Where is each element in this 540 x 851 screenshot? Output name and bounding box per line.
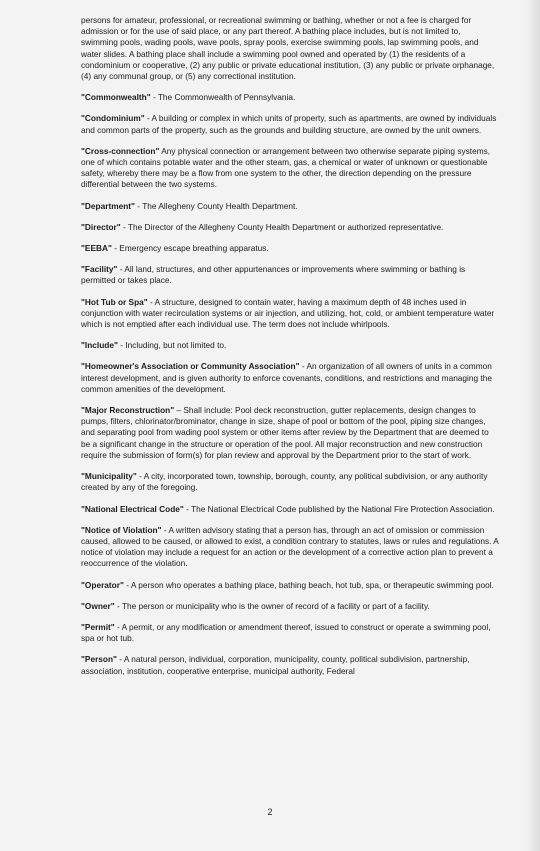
definition-term: "Condominium"	[81, 113, 145, 124]
definition-item	[81, 601, 499, 612]
definition-item	[81, 471, 499, 493]
page-edge-shadow	[526, 0, 540, 851]
definition-text: - Including, but not limited to.	[117, 340, 227, 351]
definition-text: - The National Electrical Code published by the National Fire Protection Association.	[183, 503, 495, 514]
definition-term: "Department"	[81, 200, 135, 211]
definition-term: "Include"	[81, 340, 118, 351]
definition-text: - A building or complex in which units of property, such as apartments, are owned by individuals and common parts of the property, such as the grounds and building structure, are owned by the unit owners.	[81, 113, 497, 135]
definition-term: "National Electrical Code"	[81, 503, 184, 514]
definition-term: "Permit"	[81, 621, 115, 632]
definition-term: "Person"	[81, 654, 117, 665]
definition-item	[81, 92, 499, 103]
definition-term: "Cross-connection"	[81, 145, 160, 156]
definition-text: - A person who operates a bathing place, bathing beach, hot tub, spa, or therapeutic swimming pool.	[123, 579, 494, 590]
definition-text: - The person or municipality who is the owner of record of a facility or part of a facility.	[114, 600, 430, 611]
definition-item	[81, 405, 499, 461]
definition-text: - A written advisory stating that a person has, through an act of omission or commission caused, allowed to be caused, or allowed to exist, a condition contrary to statutes, laws or rules and regulations. A notice of violation may include a request for an action or the development of a corrective action plan to prevent a reoccurrence of the violation.	[81, 524, 499, 569]
definition-term: "Hot Tub or Spa"	[81, 296, 148, 307]
definition-term: "Facility"	[81, 264, 118, 275]
definition-text: - The Director of the Allegheny County Health Department or authorized representative.	[120, 221, 444, 232]
definition-term: "Operator"	[81, 579, 124, 590]
definition-item	[81, 525, 499, 570]
definition-text: - A structure, designed to contain water, having a maximum depth of 48 inches used in conjunction with water recirculation systems or air injection, and utilizing, hot, cold, or ambient temperature water which is not emptied after each individual use. The term does not include whirlpools.	[81, 296, 495, 330]
definition-text: - All land, structures, and other appurtenances or improvements where swimming or bathing is permitted or takes place.	[81, 264, 466, 286]
definition-item	[81, 654, 499, 676]
definition-term: "Commonwealth"	[81, 92, 151, 103]
definition-text: – Shall include: Pool deck reconstruction, gutter replacements, design changes to pumps, filters, chlorinator/brominator, change in size, shape of pool or bottom of the pool, piping size changes, and separating pool from wading pool system or other items after review by the Department that are deemed to be a significant change in the structure or operation of the pool. All major reconstruction and new construction require the submission of form(s) for plan review and approval by the Department prior to the start of work.	[81, 405, 489, 460]
definition-text: - An organization of all owners of units in a common interest development, and is given authority to enforce covenants, conditions, and restrictions and managing the common amenities of the development.	[81, 361, 492, 394]
definition-item	[81, 113, 499, 135]
definition-item	[81, 297, 499, 331]
definition-term: "Homeowner's Association or Community Association"	[81, 361, 300, 372]
definition-item	[81, 264, 499, 286]
definition-text: - The Allegheny County Health Department.	[134, 200, 298, 211]
definition-item	[81, 340, 499, 351]
definition-term: "Director"	[81, 221, 121, 232]
definition-term: "Major Reconstruction"	[81, 405, 175, 416]
definition-text: - A natural person, individual, corporation, municipality, county, political subdivision, partnership, association, institution, cooperative enterprise, municipal authority, Federal	[81, 654, 470, 676]
definition-item	[81, 222, 499, 233]
page-body	[81, 15, 499, 687]
definition-term: "EEBA"	[81, 243, 112, 254]
definition-item	[81, 622, 499, 644]
definition-item	[81, 201, 499, 212]
definition-term: "Owner"	[81, 600, 115, 611]
definition-text: - A city, incorporated town, township, borough, county, any political subdivision, or any authority created by any of the foregoing.	[81, 471, 488, 493]
definition-text: - Emergency escape breathing apparatus.	[111, 243, 269, 254]
definition-text: Any physical connection or arrangement between two otherwise separate piping systems, one of which contains potable water and the other steam, gas, a chemical or water of unknown or questionable safety, whereby there may be a flow from one system to the other, the direction depending on the pressure differential between the two systems.	[81, 145, 491, 190]
definition-text: - A permit, or any modification or amendment thereof, issued to construct or operate a swimming pool, spa or hot tub.	[81, 621, 491, 644]
definition-item	[81, 580, 499, 591]
definition-term: "Notice of Violation"	[81, 524, 162, 535]
intro-paragraph: persons for amateur, professional, or recreational swimming or bathing, whether or not a fee is charged for admission or for the use of said place, or any part thereof. A bathing place includes, but is not limited to, swimming pools, wading pools, wave pools, spray pools, exercise swimming pools, lap swimming pools, and water slides. A bathing place shall include a swimming pool owned and operated by (1) the residents of a condominium or cooperative, (2) any public or private educational institution, (3) any public or private orphanage, (4) any communal group, or (5) any correctional institution.	[81, 15, 495, 82]
definition-item	[81, 243, 499, 254]
definition-term: "Municipality"	[81, 471, 137, 482]
definition-text: - The Commonwealth of Pennsylvania.	[150, 92, 296, 103]
page-number: 2	[267, 807, 273, 817]
definition-item	[81, 361, 499, 395]
definition-item	[81, 146, 499, 191]
definition-item	[81, 504, 499, 515]
definitions-list	[81, 92, 499, 677]
